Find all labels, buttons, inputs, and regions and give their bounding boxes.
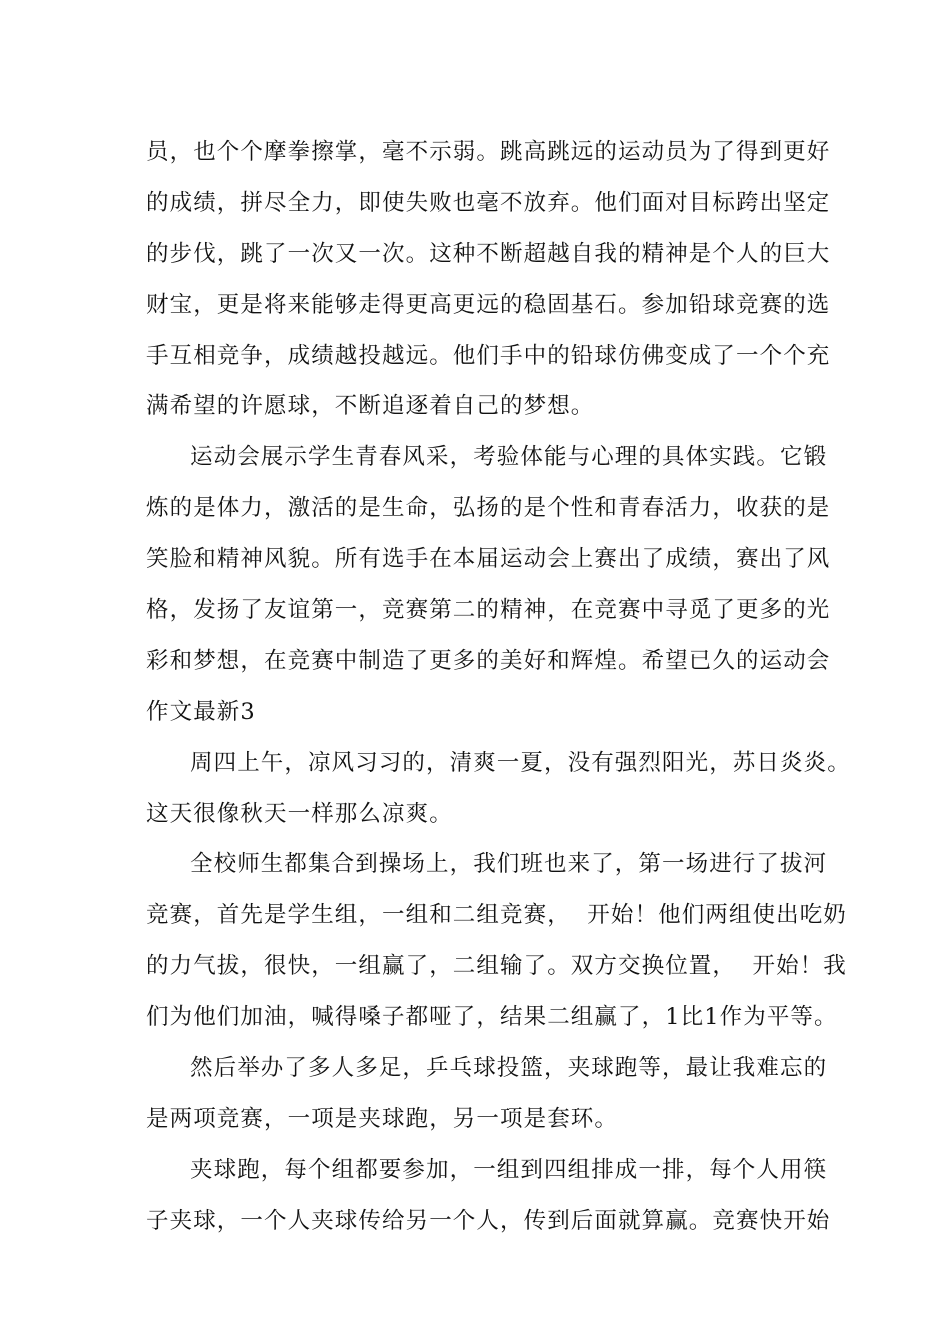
paragraph-start-line: 运动会展示学生青春风采，考验体能与心理的具体实践。它锻 bbox=[190, 444, 828, 471]
text-line: 炼的是体力，激活的是生命，弘扬的是个性和青春活力，收获的是 bbox=[146, 495, 831, 522]
text-line: 笑脸和精神风貌。所有选手在本届运动会上赛出了成绩，赛出了风 bbox=[146, 546, 831, 573]
paragraph-start-line: 周四上午，凉风习习的，清爽一夏，没有强烈阳光，苏日炎炎。 bbox=[190, 749, 851, 776]
text-line: 财宝，更是将来能够走得更高更远的稳固基石。参加铅球竞赛的选 bbox=[146, 291, 831, 318]
text-line: 员，也个个摩拳擦掌，毫不示弱。跳高跳远的运动员为了得到更好 bbox=[146, 139, 831, 165]
text-line: 子夹球，一个人夹球传给另一个人，传到后面就算赢。竞赛快开始 bbox=[146, 1207, 831, 1234]
text-line: 手互相竞争，成绩越投越远。他们手中的铅球仿佛变成了一个个充 bbox=[146, 342, 831, 369]
text-line: 是两项竞赛，一项是夹球跑，另一项是套环。 bbox=[146, 1105, 619, 1132]
text-line: 的步伐，跳了一次又一次。这种不断超越自我的精神是个人的巨大 bbox=[146, 240, 831, 267]
text-line: 满希望的许愿球，不断追逐着自己的梦想。 bbox=[146, 393, 595, 420]
text-line: 这天很像秋天一样那么凉爽。 bbox=[146, 800, 453, 827]
paragraph-start-line: 然后举办了多人多足，乒乓球投篮，夹球跑等，最让我难忘的 bbox=[190, 1055, 828, 1082]
paragraph-start-line: 夹球跑，每个组都要参加，一组到四组排成一排，每个人用筷 bbox=[190, 1156, 828, 1183]
text-line: 们为他们加油，喊得嗓子都哑了，结果二组赢了，1比1作为平等。 bbox=[146, 1004, 838, 1031]
text-line: 的成绩，拼尽全力，即使失败也毫不放弃。他们面对目标跨出坚定 bbox=[146, 189, 831, 216]
text-line: 格，发扬了友谊第一，竞赛第二的精神，在竞赛中寻觅了更多的光 bbox=[146, 597, 831, 624]
text-line: 彩和梦想，在竞赛中制造了更多的美好和辉煌。希望已久的运动会 bbox=[146, 647, 831, 674]
paragraph-start-line: 全校师生都集合到操场上，我们班也来了，第一场进行了拔河 bbox=[190, 851, 828, 878]
text-line: 竞赛，首先是学生组，一组和二组竞赛， 开始！他们两组使出吃奶 bbox=[146, 902, 847, 929]
body-text bbox=[146, 127, 851, 1247]
text-line: 的力气拔，很快，一组赢了，二组输了。双方交换位置， 开始！我 bbox=[146, 953, 847, 980]
text-line: 作文最新3 bbox=[146, 698, 256, 725]
